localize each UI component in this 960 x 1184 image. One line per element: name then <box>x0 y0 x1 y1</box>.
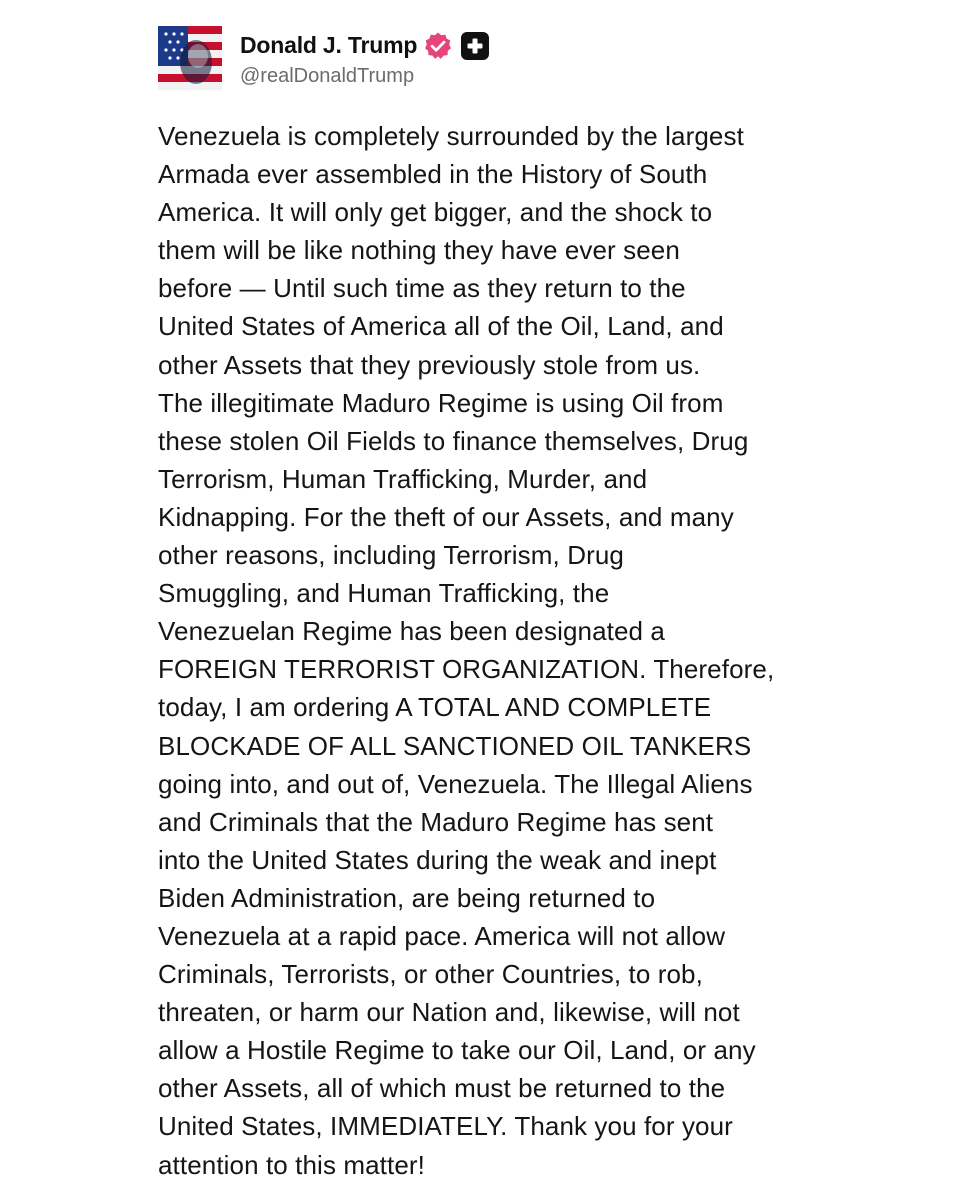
post-text-line: Smuggling, and Human Trafficking, the <box>158 578 610 609</box>
post-text-line: and Criminals that the Maduro Regime has sent <box>158 806 714 837</box>
name-row <box>240 29 489 63</box>
post-text-line: BLOCKADE OF ALL SANCTIONED OIL TANKERS <box>158 730 752 761</box>
post-text-line: into the United States during the weak and inept <box>158 844 717 875</box>
plus-badge-icon <box>461 32 489 60</box>
post-text-line: Kidnapping. For the theft of our Assets, and many <box>158 501 734 532</box>
post-text-line: today, I am ordering A TOTAL AND COMPLETE <box>158 692 712 723</box>
post-text-line: other Assets that they previously stole from us. <box>158 349 701 380</box>
post-text-line: them will be like nothing they have ever seen <box>158 235 680 266</box>
author-display-name[interactable]: Donald J. Trump <box>240 32 418 58</box>
post-text-line: Venezuela at a rapid pace. America will not allow <box>158 920 726 951</box>
post-text-line: America. It will only get bigger, and the shock to <box>158 197 713 228</box>
post-text-line: Venezuela is completely surrounded by the largest <box>158 121 744 151</box>
author-identity <box>240 29 489 88</box>
post-text <box>158 117 818 1184</box>
author-handle[interactable]: @realDonaldTrump <box>240 64 415 87</box>
post-text-line: Venezuelan Regime has been designated a <box>158 616 665 647</box>
post-text-line: Biden Administration, are being returned to <box>158 882 656 913</box>
post-text-line: United States of America all of the Oil, Land, and <box>158 311 724 342</box>
post-text-line: other Assets, all of which must be returned to the <box>158 1073 726 1104</box>
verified-badge-icon <box>423 31 453 61</box>
post-text-line: allow a Hostile Regime to take our Oil, Land, or any <box>158 1035 756 1066</box>
post-text-line: Terrorism, Human Trafficking, Murder, and <box>158 463 648 494</box>
post-text-line: United States, IMMEDIATELY. Thank you for your <box>158 1111 733 1142</box>
post-header <box>158 26 818 90</box>
post-text-line: going into, and out of, Venezuela. The Illegal Aliens <box>158 768 753 799</box>
post-text-line: The illegitimate Maduro Regime is using Oil from <box>158 387 724 418</box>
avatar-flag-portrait-icon <box>158 26 222 90</box>
post-text-line: these stolen Oil Fields to finance themselves, Drug <box>158 425 749 456</box>
avatar[interactable] <box>158 26 222 90</box>
post-text-line: Criminals, Terrorists, or other Countries, to rob, <box>158 959 703 990</box>
post-text-line: Armada ever assembled in the History of South <box>158 159 708 190</box>
post-text-line: other reasons, including Terrorism, Drug <box>158 540 624 571</box>
post-text-line: threaten, or harm our Nation and, likewise, will not <box>158 997 740 1028</box>
post-card <box>158 26 818 90</box>
post-text-line: attention to this matter! <box>158 1149 425 1180</box>
post-text-line: before — Until such time as they return to the <box>158 273 686 304</box>
post-text-line: FOREIGN TERRORIST ORGANIZATION. Therefore, <box>158 654 775 685</box>
